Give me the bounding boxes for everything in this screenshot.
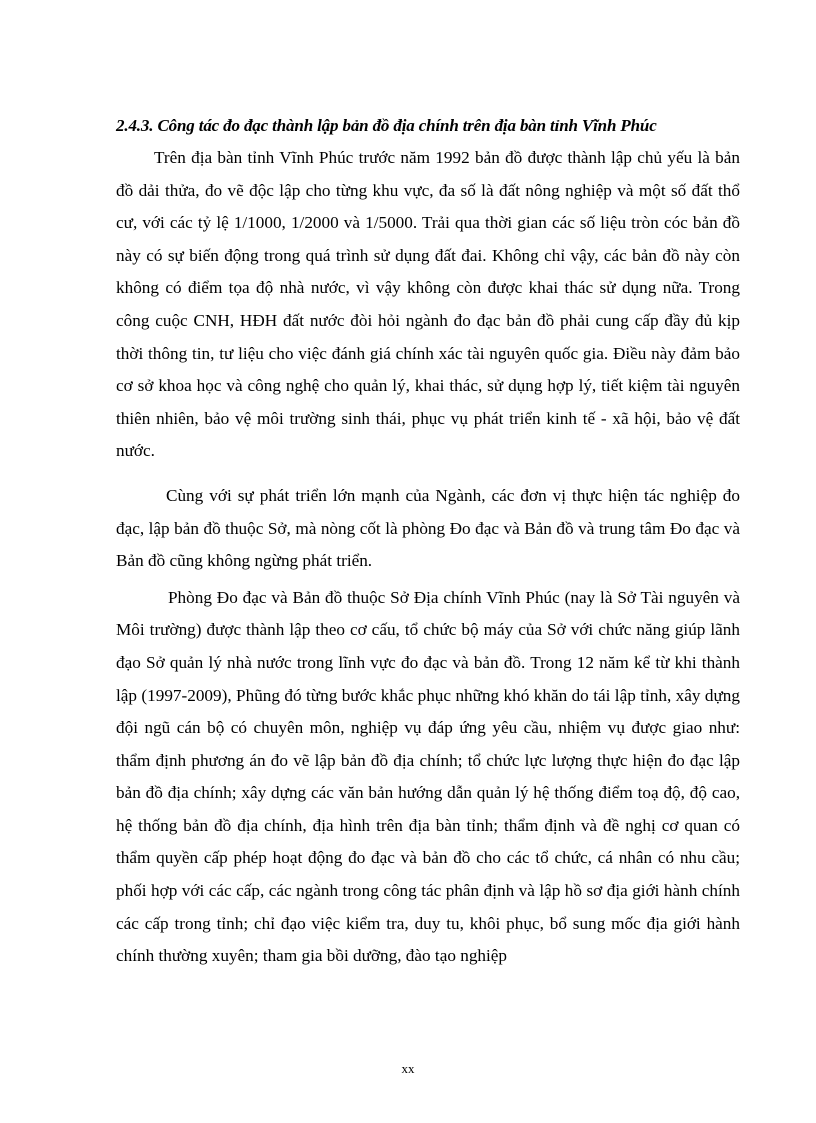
paragraph-2: Cùng với sự phát triển lớn mạnh của Ngành, các đơn vị thực hiện tác nghiệp đo đạc, lập bản đồ thuộc Sở, mà nòng cốt là phòng Đo đạc và Bản đồ và trung tâm Đo đạc và Bản đồ cũng không ngừng phát triển.	[116, 485, 740, 571]
paragraph-1: Trên địa bàn tỉnh Vĩnh Phúc trước năm 1992 bản đồ được thành lập chủ yếu là bản đồ dải thửa, đo vẽ độc lập cho từng khu vực, đa số là đất nông nghiệp và một số đất thổ cư, với các tỷ lệ 1/1000, 1/2000 và 1/5000. Trải qua thời gian các số liệu tròn cóc bản đồ này có sự biến động trong quá trình sử dụng đất đai. Không chỉ vậy, các bản đồ này còn không có điểm tọa độ nhà nước, vì vậy không còn được khai thác sử dụng nữa. Trong công cuộc CNH, HĐH đất nước đòi hỏi ngành đo đạc bản đồ phải cung cấp đầy đủ kịp thời thông tin, tư liệu cho việc đánh giá chính xác tài nguyên quốc gia. Điều này đảm bảo cơ sở khoa học và công nghệ cho quản lý, khai thác, sử dụng hợp lý, tiết kiệm tài nguyên thiên nhiên, bảo vệ môi trường sinh thái, phục vụ phát triển kinh tế - xã hội, bảo vệ đất nước.	[116, 148, 740, 461]
paragraph-3: Phòng Đo đạc và Bản đồ thuộc Sở Địa chính Vĩnh Phúc (nay là Sở Tài nguyên và Môi trường) được thành lập theo cơ cấu, tổ chức bộ máy của Sở với chức năng giúp lãnh đạo Sở quản lý nhà nước trong lĩnh vực đo đạc và bản đồ. Trong 12 năm kể từ khi thành lập (1997-2009), Phũng đó từng bước khắc phục những khó khăn do tái lập tỉnh, xây dựng đội ngũ cán bộ có chuyên môn, nghiệp vụ đáp ứng yêu cầu, nhiệm vụ được giao như: thẩm định phương án đo vẽ lập bản đồ địa chính; tổ chức lực lượng thực hiện đo đạc lập bản đồ địa chính; xây dựng các văn bản hướng dẫn quản lý hệ thống điểm toạ độ, độ cao, hệ thống bản đồ địa chính, địa hình trên địa bàn tỉnh; thẩm định và đề nghị cơ quan có thẩm quyền cấp phép hoạt động đo đạc và bản đồ cho các tổ chức, cá nhân có nhu cầu; phối hợp với các cấp, các ngành trong công tác phân định và lập hồ sơ địa giới hành chính các cấp trong tỉnh; chỉ đạo việc kiểm tra, duy tu, khôi phục, bổ sung mốc địa giới hành chính thường xuyên; tham gia bồi dưỡng, đào tạo nghiệp	[116, 587, 740, 966]
section-heading: 2.4.3. Công tác đo đạc thành lập bản đồ địa chính trên địa bàn tỉnh Vĩnh Phúc	[116, 116, 657, 135]
document-page	[116, 112, 740, 973]
page-number: xx	[401, 1061, 415, 1076]
